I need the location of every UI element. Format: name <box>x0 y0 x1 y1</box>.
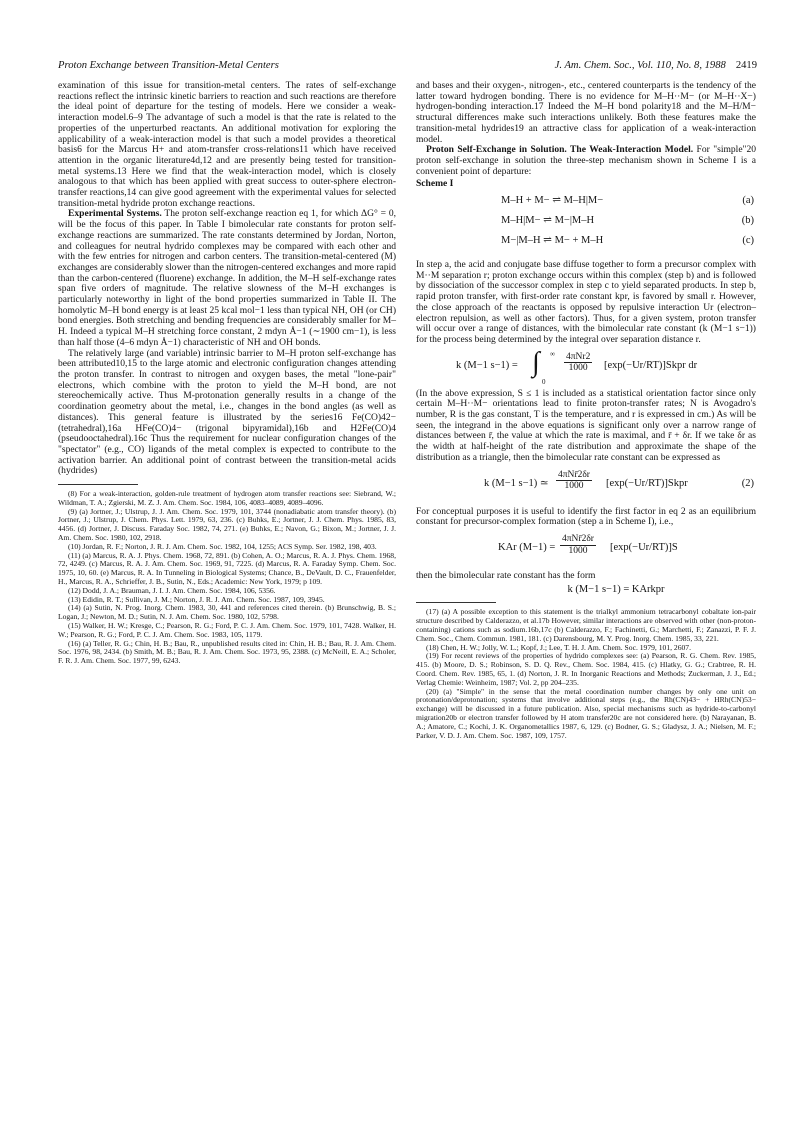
integral-sign: ∫ <box>532 346 540 378</box>
footnote: (17) (a) A possible exception to this statement is the trialkyl ammonium tetracarbonyl cobaltate ion-pair structure described by Calderazzo, et al.17b However, similar interactions are observed with other (non-proton-containing) cations such as sodium.16b,17c (b) Calderazzo, F.; Fachinetti, G.; Marchetti, F.; Zanazzi, P. F. J. Chem. Soc., Chem. Commun. 1981, 181. (c) Darensbourg, M. Y. Prog. Inorg. Chem. 1985, 33, 221. <box>416 607 756 643</box>
footnote: (12) Dodd, J. A.; Brauman, J. I. J. Am. Chem. Soc. 1984, 106, 5356. <box>68 585 276 595</box>
paragraph: then the bimolecular rate constant has the form <box>416 569 596 581</box>
footnote: (9) (a) Jortner, J.; Ulstrup, J. J. Am. Chem. Soc. 1979, 101, 3744 (nonadiabatic atom transfer theory). (b) Jortner, J.; Ulstrup, J. Chem. Phys. Lett. 1979, 63, 236. (c) Buhks, E.; Jortner, J. J. Chem. Phys. 1985, 83, 4456. (d) Jortner, J. Discuss. Faraday Soc. 1982, 74, 271. (e) Buhks, E.; Navon, G.; Bixon, M.; Jortner, J. J. Am. Chem. Soc. 1980, 102, 2918. <box>58 506 396 542</box>
fraction-denominator: 1000 <box>568 363 588 374</box>
equation-2 <box>416 468 756 504</box>
footnote: (11) (a) Marcus, R. A. J. Phys. Chem. 1968, 72, 891. (b) Cohen, A. O.; Marcus, R. A. J. Phys. Chem. 1968, 72, 4249. (c) Marcus, R. A. J. Am. Chem. Soc. 1969, 91, 7225. (d) Marcus, R. A. Faraday Symp. Chem. Soc. 1975, 10, 60. (e) Marcus, R. A. In Tunneling in Biological Systems; Chance, B., DeVault, D. C., Frauenfelder, H., Marcus, R. A., Schrieffer, J. B., Sutin, N., Eds.; Academic: New York, 1979; p 109. <box>58 550 396 586</box>
paragraph <box>58 209 396 348</box>
running-header <box>58 60 757 76</box>
equation-1 <box>416 346 756 386</box>
footnotes <box>416 608 756 740</box>
footnote: (20) (a) "Simple" in the sense that the metal coordination number changes by only one unit on protonation/deprotonation; systems that involve additional steps (e.g., the Rh(CN)43− + HRh(CN)53− exchange) will be discussed in a future publication. Also, special mechanisms such as hydride-to-carbonyl migration20b or electron transfer followed by H atom transfer20c are not considered here. (b) Narayanan, B. A.; Amatore, C.; Kochi, J. K. Organometallics 1987, 6, 129. (c) Bodner, G. S.; Gladysz, J. A.; Nielsen, M. F.; Parker, V. D. J. Am. Chem. Soc. 1987, 109, 1757. <box>416 686 756 740</box>
section-heading: Experimental Systems. <box>68 208 162 220</box>
right-column <box>416 81 756 740</box>
scheme-label: (a) <box>742 195 754 207</box>
fraction-numerator: 4πNr̄2δr <box>558 469 590 480</box>
fraction <box>560 534 596 556</box>
footnotes <box>58 490 396 666</box>
footnote: (14) (a) Sutin, N. Prog. Inorg. Chem. 1983, 30, 441 and references cited therein. (b) Brunschwig, B. S.; Logan, J.; Newton, M. D.; Sutin, N. J. Am. Chem. Soc. 1980, 102, 5798. <box>58 603 396 622</box>
page-number: 2419 <box>735 60 757 71</box>
footnote: (18) Chen, H. W.; Jolly, W. L.; Kopf, J.; Lee, T. H. J. Am. Chem. Soc. 1979, 101, 2607. <box>426 642 691 652</box>
equation-3 <box>416 532 756 568</box>
equation-lhs: KAr (M−1) = <box>498 541 556 553</box>
equation-number: (2) <box>741 477 754 489</box>
equation-rhs: [exp(−Ur/RT)]Skpr <box>606 477 688 489</box>
paragraph: In step a, the acid and conjugate base diffuse together to form a precursor complex with M··M separation r; proton exchange occurs within this complex (step b) and is followed by dissociation of the successor complex in step c to yield separated products. In step b, rapid proton transfer, with first-order rate constant kpr, is favored by small r. However, the close approach of the reactants is opposed by repulsive interaction Ur (electron–electron repulsion, as well as other factors). Thus, for a given system, proton transfer will occur over a range of distances, with the bimolecular rate constant (k (M−1 s−1)) for the process being determined by the integral over separation distance r. <box>416 259 756 345</box>
scheme-step <box>416 216 756 236</box>
paragraph: examination of this issue for transition-metal centers. The rates of self-exchange reactions reflect the intrinsic kinetic barriers to reaction and such reactions are therefore the ideal point of departure for the testing of models. Here we consider a weak-interaction model.6–9 The advantage of such a model is that the rate is related to the properties of the unperturbed reactants. An additional motivation for exploring the applicability of a weak-interaction model is that such a model provides a theoretical basis6 for the Marcus H+ and atom-transfer cross-relations11 which have received attention in the organic literature4d,12 and are presently being tested for transition-metal systems.13 Here we find that the weak-interaction model, which is closely analogous to that which has been applied with great success to outer-sphere electron-transfer reactions,14 can give good agreement with the experimental values for selected transition-metal hydride proton exchange reactions. <box>58 80 396 209</box>
scheme <box>416 196 756 256</box>
footnote: (8) For a weak-interaction, golden-rule treatment of hydrogen atom transfer reactions see: Siebrand, W.; Wildman, T. A.; Zgierski, M. Z. J. Am. Chem. Soc. 1984, 106, 4083–4089, 4089–4096. <box>58 489 396 507</box>
scheme-equation: M−|M–H ⇌ M− + M–H <box>501 235 604 247</box>
integral-upper-limit: ∞ <box>550 349 555 358</box>
paragraph: (In the above expression, S ≤ 1 is included as a statistical orientation factor since only certain M–H··M− orientations lead to finite proton-transfer rates; N is Avogadro's number, R is the gas constant, T is the temperature, and r is expressed in cm.) As will be seen, the integrand in the above equations is significant only over a narrow range of distances between r̄, the value at which the rate is maximal, and r̄ + δr. If we take δr as the width at half-height of the rate distribution and approximate the shape of the distribution as a triangle, then the bimolecular rate constant can be expressed as <box>416 387 756 463</box>
footnote: (15) Walker, H. W.; Kresge, C.; Pearson, R. G.; Ford, P. C. J. Am. Chem. Soc. 1979, 101, 7428. Walker, H. W.; Pearson, R. G.; Ford, P. C. J. Am. Chem. Soc. 1983, 105, 1179. <box>58 620 396 639</box>
running-title: Proton Exchange between Transition-Metal Centers <box>58 60 279 71</box>
footnote-rule <box>416 602 496 603</box>
integral-lower-limit: 0 <box>542 377 546 386</box>
scheme-equation: M–H + M− ⇌ M–H|M− <box>501 195 604 207</box>
paragraph <box>416 145 756 177</box>
fraction <box>556 470 592 492</box>
footnote: (19) For recent reviews of the properties of hydrido complexes see: (a) Pearson, R. G. Chem. Rev. 1985, 415. (b) Moore, D. S.; Robinson, S. D. Q. Rev., Chem. Soc. 1984, 415. (c) Hlatky, G. G.; Crabtree, R. H. Coord. Chem. Rev. 1985, 65, 1. (d) Norton, J. R. In Inorganic Reactions and Methods; Zuckerman, J. J., Ed.; Verlag Chemie: Weinheim, 1987; Vol. 2, pp 204–235. <box>416 651 756 687</box>
footnote: (16) (a) Teller, R. G.; Chin, H. B.; Bau, R., unpublished results cited in: Chin, H. B.; Bau, R. J. Am. Chem. Soc. 1976, 98, 2434. (b) Smith, M. B.; Bau, R. J. Am. Chem. Soc. 1973, 95, 2388. (c) McNeill, E. A.; Scholer, F. R. J. Am. Chem. Soc. 1977, 99, 6243. <box>58 638 396 666</box>
paragraph-body: The proton self-exchange reaction eq 1, for which ΔG° = 0, will be the focus of this paper. In Table I bimolecular rate constants for proton self-exchange reactions are summarized. The rate constants determined by Jordan, Norton, and colleagues for neutral hydrido complexes may be compared with each other and with the few entries for nitrogen and carbon centers. The transition-metal-centered (M) exchanges are considerably slower than the nitrogen-centered exchanges and more rapid than the carbon-centered (fluorene) exchange. In addition, the M–H self-exchange rates span five orders of magnitude. The relative slowness of the M–H exchanges is particularly noteworthy in light of the bond properties summarized in Table II. The homolytic M–H bond energy is at least 25 kcal mol−1 less than typical NH, OH (or CH) bond energies. Both stretching and bending frequencies are considerably smaller for M–H. Indeed a typical M–H stretching force constant, 2 mdyn Å−1 (∼1900 cm−1), is less than half those (4–6 mdyn Å−1) characteristic of NH and OH bonds. <box>58 208 397 348</box>
equation-4: k (M−1 s−1) = KArkpr <box>567 583 665 595</box>
fraction-denominator: 1000 <box>568 545 588 556</box>
scheme-step <box>416 196 756 216</box>
paragraph: The relatively large (and variable) intrinsic barrier to M–H proton self-exchange has been attributed10,15 to the large atomic and electronic configuration changes attending the proton transfer. In contrast to nitrogen and oxygen bases, the metal "lone-pair" electrons, which combine with the proton to yield the M–H bond, are not stereochemically active. Thus M-protonation generally results in a change of the coordination geometry about the metal, i.e., changes in the bond angles (as well as distances). This general feature is illustrated by the series16 Fe(CO)42− (tetrahedral),16a HFe(CO)4− (trigonal bipyramidal),16b and H2Fe(CO)4 (pseudooctahedral).16c Thus the requirement for nuclear configuration changes of the "spectator" (e.g., CO) ligands of the metal complex is expected to contribute to the activation barrier. An additional point of contrast between the transition-metal acids (hydrides) <box>58 347 396 477</box>
fraction-numerator: 4πNr̄2δr <box>562 533 594 544</box>
paragraph: For conceptual purposes it is useful to identify the first factor in eq 2 as an equilibrium constant for precursor-complex formation (step a in Scheme I), i.e., <box>416 505 756 528</box>
equation-rhs: [exp(−Ur/RT)]S <box>610 541 678 553</box>
journal-citation <box>555 60 757 71</box>
scheme-label: (c) <box>742 235 754 247</box>
scheme-label: (b) <box>741 215 754 227</box>
paragraph: and bases and their oxygen-, nitrogen-, etc., centered counterparts is the tendency of the latter toward hydrogen bonding. There is no evidence for M–H··M− (or M–H··X−) hydrogen-bonding interaction.17 Indeed the M–H bond polarity18 and the M–H/M− structural differences make such interactions unlikely. Both these features make the transition-metal hydrides19 an attractive class for application of a weak-interaction model. <box>416 80 756 145</box>
scheme-equation: M–H|M− ⇌ M−|M–H <box>501 215 595 227</box>
footnote: (13) Edidin, R. T.; Sullivan, J. M.; Norton, J. R. J. Am. Chem. Soc. 1987, 109, 3945. <box>68 594 325 604</box>
equation-rhs: [exp(−Ur/RT)]Skpr dr <box>604 359 698 371</box>
fraction-numerator: 4πNr2 <box>566 351 591 362</box>
scheme-title: Scheme I <box>416 178 454 190</box>
fraction <box>564 352 592 374</box>
footnote-rule <box>58 484 138 485</box>
journal-name: J. Am. Chem. Soc., Vol. 110, No. 8, 1988 <box>554 60 726 71</box>
footnote: (10) Jordan, R. F.; Norton, J. R. J. Am. Chem. Soc. 1982, 104, 1255; ACS Symp. Ser. 1982, 198, 403. <box>68 541 377 551</box>
fraction-denominator: 1000 <box>564 481 584 492</box>
section-heading: Proton Self-Exchange in Solution. The Weak-Interaction Model. <box>426 144 694 156</box>
paragraph-body: For "simple"20 proton self-exchange in solution the three-step mechanism shown in Scheme I is a convenient point of departure: <box>416 144 757 177</box>
scheme-step <box>416 236 756 256</box>
left-column <box>58 81 396 666</box>
equation-lhs: k (M−1 s−1) = <box>456 359 518 371</box>
equation-lhs: k (M−1 s−1) ≃ <box>484 477 549 489</box>
